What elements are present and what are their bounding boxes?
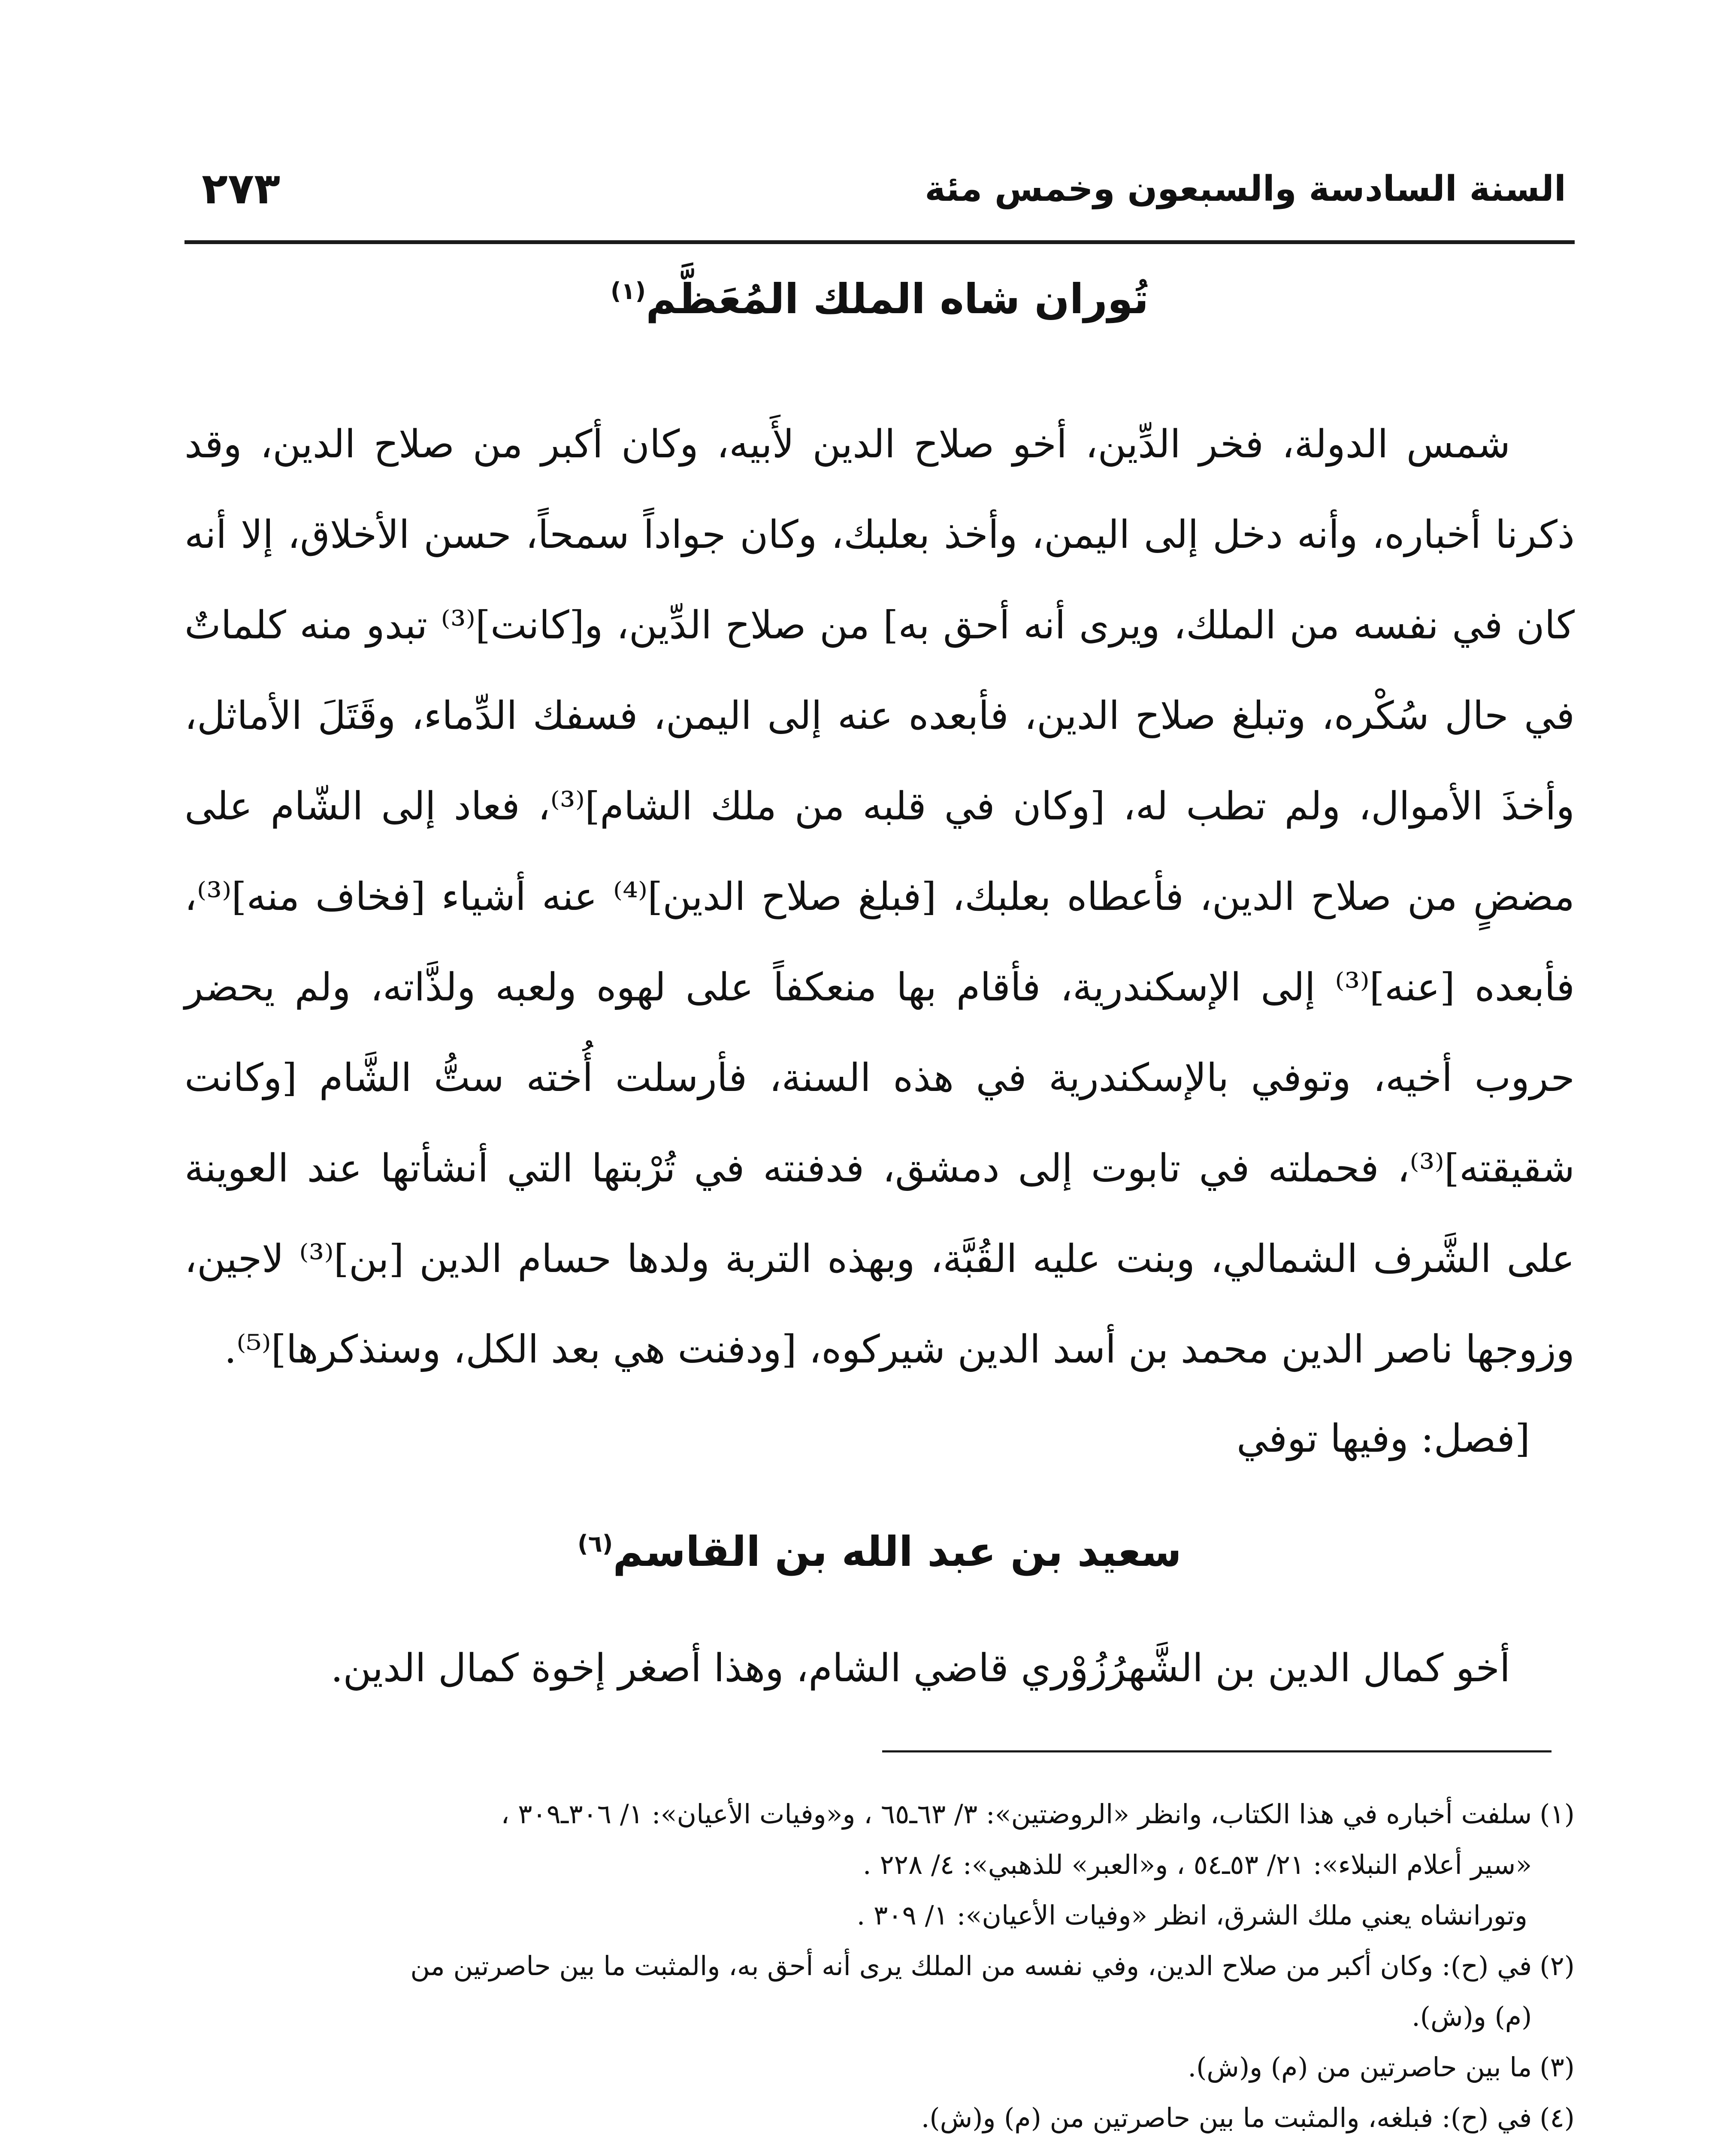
footnote-line: ما بين حاصرتين من (م) و(ش).: [1188, 2051, 1532, 2083]
footnote-separator: [882, 1750, 1552, 1752]
entry-heading-turanshah: [184, 275, 1575, 324]
footnote-ref: (٦): [578, 1530, 613, 1557]
footnote: [184, 2093, 1575, 2143]
running-title: السنة السادسة والسبعون وخمس مئة: [925, 169, 1566, 209]
footnote-number: (٢): [1539, 1950, 1575, 1982]
footnote: [184, 2143, 1575, 2145]
section-note: [فصل: وفيها توفي: [1236, 1416, 1530, 1461]
body-paragraph: شمس الدولة، فخر الدِّين، أخو صلاح الدين لأَبيه، وكان أكبر من صلاح الدين، وقد ذكرنا أخباره، وأنه دخل إلى اليمن، وأخذ بعلبك، وكان جواداً سمحاً، حسن الأخلاق، إلا أنه كان في نفسه من الملك، ويرى أنه أحق به] من صلاح الدِّين، و[كانت]⁽³⁾ تبدو منه كلماتٌ في حال سُكْره، وتبلغ صلاح الدين، فأبعده عنه إلى اليمن، فسفك الدِّماء، وقَتَلَ الأماثل، وأخذَ الأموال، ولم تطب له، [وكان في قلبه من ملك الشام]⁽³⁾، فعاد إلى الشّام على مضضٍ من صلاح الدين، فأعطاه بعلبك، [فبلغ صلاح الدين]⁽⁴⁾ عنه أشياء [فخاف منه]⁽³⁾، فأبعده [عنه]⁽³⁾ إلى الإسكندرية، فأقام بها منعكفاً على لهوه ولعبه ولذَّاته، ولم يحضر حروب أخيه، وتوفي بالإسكندرية في هذه السنة، فأرسلت أُخته ستُّ الشَّام [وكانت شقيقته]⁽³⁾، فحملته في تابوت إلى دمشق، فدفنته في تُرْبتها التي أنشأتها عند العوينة على الشَّرف الشمالي، وبنت عليه القُبَّة، وبهذه التربة ولدها حسام الدين [بن]⁽³⁾ لاجين، وزوجها ناصر الدين محمد بن أسد الدين شيركوه، [ودفنت هي بعد الكل، وسنذكرها]⁽⁵⁾.: [184, 422, 1575, 1372]
entry-heading-said: [184, 1527, 1575, 1577]
footnotes: [184, 1789, 1575, 2145]
footnote: [184, 1789, 1575, 1890]
footnote-number: (١): [1539, 1798, 1575, 1830]
footnote-number: (٣): [1539, 2051, 1575, 2083]
body-paragraph: أخو كمال الدين بن الشَّهرُزُوْري قاضي الشام، وهذا أصغر إخوة كمال الدين.: [330, 1646, 1510, 1691]
running-header: [184, 142, 1575, 244]
footnote-line: «سير أعلام النبلاء»: ٢١/ ٥٣ـ٥٤ ، و«العبر» للذهبي»: ٤/ ٢٢٨ .: [862, 1849, 1532, 1880]
footnote-ref: (١): [610, 278, 646, 305]
footnote-line: (م) و(ش).: [1412, 2001, 1532, 2032]
entry-heading-text: تُوران شاه الملك المُعَظَّم: [646, 275, 1149, 323]
footnote-number: (٤): [1539, 2102, 1575, 2133]
page-number: ٢٧٣: [202, 163, 281, 214]
entry-body-said: [184, 1643, 1575, 1693]
footnote-line: سلفت أخباره في هذا الكتاب، وانظر «الروضتين»: ٣/ ٦٣ـ٦٥ ، و«وفيات الأعيان»: ١/ ٣٠٦ـ٣٠٩ ،: [501, 1798, 1532, 1830]
footnote-number: [1539, 2143, 1575, 2145]
footnote: [184, 2042, 1575, 2093]
footnote-line: في (ح): وكان أكبر من صلاح الدين، وفي نفسه من الملك يرى أنه أحق به، والمثبت ما بين حاصرتين من: [410, 1950, 1532, 1982]
entry-body-turanshah: [184, 399, 1575, 1395]
footnote: [184, 1941, 1575, 2042]
entry-heading-text: سعيد بن عبد الله بن القاسم: [613, 1528, 1182, 1576]
footnote-line: وتورانشاه يعني ملك الشرق، انظر «وفيات الأعيان»: ١/ ٣٠٩ .: [856, 1900, 1527, 1931]
footnote-line: في (ح): فبلغه، والمثبت ما بين حاصرتين من (م) و(ش).: [921, 2102, 1532, 2133]
footnote-line: [184, 2143, 1532, 2145]
